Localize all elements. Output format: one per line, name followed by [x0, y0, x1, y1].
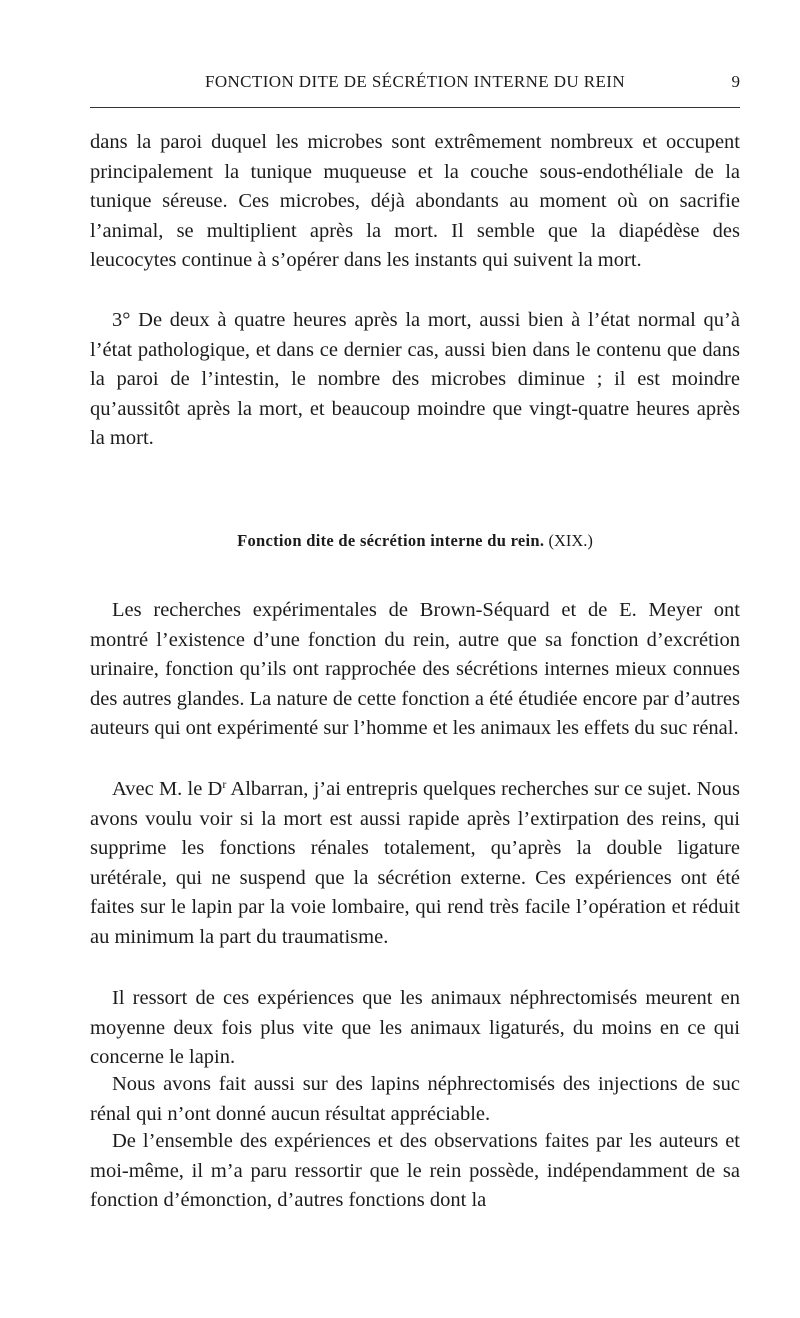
- paragraph-point-3: 3° De deux à quatre heures après la mort, aussi bien à l’état normal qu’à l’état pathologique, et dans ce dernier cas, aussi bien dans le contenu que dans la paroi de l’intestin, le nombre des microbes diminue ; il est moindre qu’aussitôt après la mort, et beaucoup moindre que vingt-quatre heures après la mort.: [90, 309, 740, 449]
- paragraph-results: Il ressort de ces expériences que les animaux néphrectomisés meurent en moyenne deux fois plus vite que les animaux ligaturés, du moins en ce qui concerne le lapin.: [90, 987, 740, 1068]
- paragraph-research: Les recherches expérimentales de Brown-Séquard et de E. Meyer ont montré l’existence d’une fonction du rein, autre que sa fonction d’excrétion urinaire, fonction qu’ils ont rapprochée des sécrétions internes mieux connues des autres glandes. La nature de cette fonction a été étudiée encore par d’autres auteurs qui ont expérimenté sur l’homme et les animaux les effets du suc rénal.: [90, 599, 740, 739]
- paragraph-experiments: [90, 775, 740, 952]
- header-rule: [90, 107, 740, 108]
- page-number: 9: [731, 72, 740, 91]
- section-heading: [90, 531, 740, 551]
- paragraph-experiments-rest: Albarran, j’ai entrepris quelques recherches sur ce sujet. Nous avons voulu voir si la mort est aussi rapide après l’extirpation des reins, qui supprime les fonctions rénales totalement, qu’après la double ligature urétérale, qui ne suspend que la sécrétion externe. Ces expériences ont été faites sur le lapin par la voie lombaire, qui rend très facile l’opération et réduit au minimum la part du traumatisme.: [90, 778, 740, 948]
- running-head: [90, 70, 740, 100]
- paragraph-experiments-start: Avec M. le D: [112, 778, 223, 800]
- paragraph-injections: Nous avons fait aussi sur des lapins néphrectomisés des injections de suc rénal qui n’ont donné aucun résultat appréciable.: [90, 1073, 740, 1125]
- superscript-r: r: [222, 777, 227, 791]
- section-heading-reference: (XIX.): [548, 531, 593, 550]
- running-title: FONCTION DITE DE SÉCRÉTION INTERNE DU REIN: [204, 72, 626, 91]
- section-heading-title: Fonction dite de sécrétion interne du rein.: [237, 531, 545, 550]
- paragraph-conclusion: De l’ensemble des expériences et des observations faites par les auteurs et moi-même, il m’a paru ressortir que le rein possède, indépendamment de sa fonction d’émonction, d’autres fonctions dont la: [90, 1130, 740, 1211]
- paragraph-continued: dans la paroi duquel les microbes sont extrêmement nombreux et occupent principalement la tunique muqueuse et la couche sous-endothéliale de la tunique séreuse. Ces microbes, déjà abondants au moment où on sacrifie l’animal, se multiplient après la mort. Il semble que la diapédèse des leucocytes continue à s’opérer dans les instants qui suivent la mort.: [90, 131, 740, 271]
